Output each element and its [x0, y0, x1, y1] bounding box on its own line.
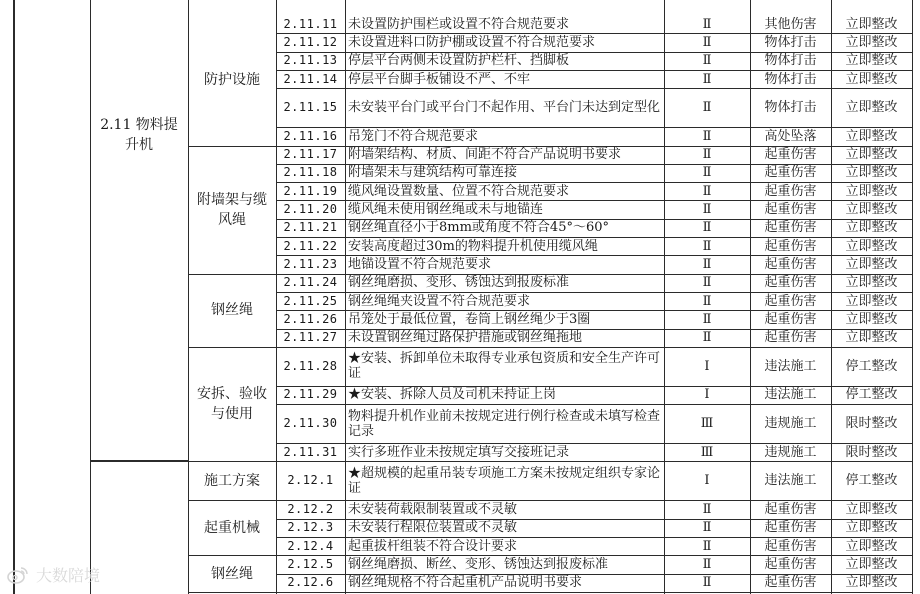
risk-type: 违法施工	[764, 473, 817, 489]
risk-type: 起重伤害	[764, 520, 817, 536]
rectification-action: 立即整改	[845, 293, 898, 309]
hazard-level: Ⅱ	[702, 256, 712, 272]
item-code: 2.12.5	[287, 556, 334, 571]
risk-type: 其他伤害	[764, 16, 817, 32]
item-description: 钢丝绳磨损、断丝、变形、锈蚀达到报废标准	[348, 556, 609, 572]
hazard-level: Ⅱ	[702, 165, 712, 181]
item-code: 2.11.31	[283, 444, 338, 459]
item-code: 2.11.14	[283, 71, 338, 86]
risk-type: 起重伤害	[764, 238, 817, 254]
hazard-level: Ⅱ	[702, 502, 712, 518]
item-code: 2.11.15	[283, 100, 338, 115]
item-description: 未设置防护围栏或设置不符合规范要求	[348, 16, 570, 32]
rectification-action: 立即整改	[845, 238, 898, 254]
grid-line	[750, 0, 751, 594]
rectification-action: 立即整改	[845, 311, 898, 327]
risk-type: 物体打击	[764, 100, 817, 116]
hazard-level: Ⅰ	[704, 387, 710, 403]
rectification-action: 限时整改	[845, 444, 898, 460]
grid-line	[276, 592, 912, 593]
grid-line	[831, 0, 832, 594]
item-code: 2.11.20	[283, 202, 338, 217]
item-code: 2.11.27	[283, 330, 338, 345]
watermark-text: 大数陪境	[36, 566, 101, 585]
rectification-action: 停工整改	[845, 358, 898, 374]
item-code: 2.11.25	[283, 293, 338, 308]
hazard-level: Ⅱ	[702, 100, 712, 116]
item-code: 2.11.30	[283, 416, 338, 431]
group-name: 钢丝绳	[211, 565, 253, 582]
risk-type: 起重伤害	[764, 311, 817, 327]
item-description: 缆风绳未使用钢丝绳或未与地锚连	[348, 202, 544, 218]
hazard-level: Ⅱ	[702, 538, 712, 554]
item-code: 2.12.4	[287, 538, 334, 553]
grid-line	[664, 0, 665, 594]
risk-type: 违法施工	[764, 358, 817, 374]
hazard-level: Ⅱ	[702, 293, 712, 309]
hazard-level: Ⅱ	[702, 34, 712, 50]
item-description: 安装高度超过30m的物料提升机使用缆风绳	[348, 238, 598, 254]
rectification-action: 立即整改	[845, 16, 898, 32]
hazard-level: Ⅲ	[700, 416, 714, 432]
item-description: 缆风绳设置数量、位置不符合规范要求	[348, 183, 570, 199]
item-description: 物料提升机作业前未按规定进行例行检查或未填写检查记录	[348, 408, 661, 439]
risk-type: 起重伤害	[764, 538, 817, 554]
risk-type: 起重伤害	[764, 275, 817, 291]
rectification-action: 立即整改	[845, 575, 898, 591]
grid-line	[276, 0, 277, 594]
hazard-level: Ⅰ	[704, 358, 710, 374]
rectification-action: 立即整改	[845, 502, 898, 518]
item-description: 钢丝绳磨损、变形、锈蚀达到报废标准	[348, 275, 570, 291]
hazard-level: Ⅱ	[702, 71, 712, 87]
section-title	[96, 461, 182, 592]
item-description: 附墙架结构、材质、间距不符合产品说明书要求	[348, 147, 622, 163]
item-code: 2.11.11	[283, 16, 338, 31]
grid-line	[90, 0, 91, 594]
item-code: 2.11.23	[283, 256, 338, 271]
rectification-action: 立即整改	[845, 520, 898, 536]
rectification-action: 立即整改	[845, 147, 898, 163]
hazard-level: Ⅱ	[702, 183, 712, 199]
risk-type: 物体打击	[764, 71, 817, 87]
group-name: 附墙架与缆风绳	[197, 191, 267, 228]
risk-type: 物体打击	[764, 34, 817, 50]
hazard-level: Ⅱ	[702, 53, 712, 69]
rectification-action: 立即整改	[845, 220, 898, 236]
rectification-action: 立即整改	[845, 183, 898, 199]
hazard-level: Ⅱ	[702, 575, 712, 591]
rectification-action: 立即整改	[845, 330, 898, 346]
section-title: 2.11 物料提升机	[100, 117, 178, 153]
item-description: ★安装、拆卸单位未取得专业承包资质和安全生产许可证	[348, 351, 661, 382]
item-code: 2.12.2	[287, 502, 334, 517]
grid-line	[90, 461, 188, 462]
rectification-action: 停工整改	[845, 473, 898, 489]
hazard-level: Ⅱ	[702, 147, 712, 163]
grid-line	[345, 0, 346, 594]
item-code: 2.11.12	[283, 34, 338, 49]
item-code: 2.11.16	[283, 128, 338, 143]
item-code: 2.12.6	[287, 575, 334, 590]
rectification-action: 立即整改	[845, 71, 898, 87]
watermark	[6, 563, 100, 586]
item-code: 2.11.18	[283, 165, 338, 180]
item-code: 2.11.13	[283, 53, 338, 68]
group-name: 防护设施	[204, 72, 260, 89]
item-description: 地锚设置不符合规范要求	[348, 256, 492, 272]
item-description: 钢丝绳直径小于8mm或角度不符合45°～60°	[348, 220, 610, 236]
risk-type: 起重伤害	[764, 575, 817, 591]
item-code: 2.11.24	[283, 275, 338, 290]
hazard-level: Ⅱ	[702, 220, 712, 236]
item-description: 起重拔杆组装不符合设计要求	[348, 538, 518, 554]
rectification-action: 立即整改	[845, 100, 898, 116]
item-description: 未安装荷载限制装置或不灵敏	[348, 502, 518, 518]
risk-type: 起重伤害	[764, 220, 817, 236]
item-code: 2.12.1	[287, 473, 334, 488]
hazard-level: Ⅰ	[704, 473, 710, 489]
risk-type: 起重伤害	[764, 556, 817, 572]
rectification-action: 立即整改	[845, 556, 898, 572]
grid-line	[188, 0, 189, 594]
risk-type: 起重伤害	[764, 293, 817, 309]
group-name: 施工方案	[204, 472, 260, 489]
risk-type: 物体打击	[764, 53, 817, 69]
rectification-action: 立即整改	[845, 128, 898, 144]
item-description: 附墙架未与建筑结构可靠连接	[348, 165, 518, 181]
risk-type: 违规施工	[764, 444, 817, 460]
grid-line	[912, 0, 913, 594]
hazard-level: Ⅱ	[702, 16, 712, 32]
item-description: 未安装平台门或平台门不起作用、平台门未达到定型化	[348, 100, 661, 116]
rectification-action: 立即整改	[845, 165, 898, 181]
hazard-level: Ⅱ	[702, 520, 712, 536]
hazard-level: Ⅲ	[700, 444, 714, 460]
item-description: ★超规模的起重吊装专项施工方案未按规定组织专家论证	[348, 465, 661, 496]
risk-type: 高处坠落	[764, 128, 817, 144]
risk-type: 违法施工	[764, 387, 817, 403]
item-code: 2.11.26	[283, 311, 338, 326]
risk-type: 起重伤害	[764, 147, 817, 163]
risk-type: 起重伤害	[764, 330, 817, 346]
hazard-level: Ⅱ	[702, 202, 712, 218]
item-code: 2.11.17	[283, 147, 338, 162]
hazard-level: Ⅱ	[702, 128, 712, 144]
rectification-action: 立即整改	[845, 34, 898, 50]
item-code: 2.11.28	[283, 358, 338, 373]
item-code: 2.11.19	[283, 183, 338, 198]
risk-type: 起重伤害	[764, 502, 817, 518]
rectification-action: 立即整改	[845, 538, 898, 554]
hazard-level: Ⅱ	[702, 275, 712, 291]
item-description: 实行多班作业未按规定填写交接班记录	[348, 444, 570, 460]
grid-line	[14, 0, 15, 594]
item-description: ★安装、拆除人员及司机未持证上岗	[348, 387, 557, 403]
item-code: 2.12.3	[287, 520, 334, 535]
item-description: 停层平台两侧未设置防护栏杆、挡脚板	[348, 53, 570, 69]
item-description: 钢丝绳规格不符合起重机产品说明书要求	[348, 575, 583, 591]
item-description: 未安装行程限位装置或不灵敏	[348, 520, 518, 536]
group-name: 安拆、验收与使用	[197, 386, 267, 423]
group-name: 钢丝绳	[211, 302, 253, 319]
grid-line	[188, 592, 276, 593]
risk-type: 起重伤害	[764, 165, 817, 181]
item-code: 2.11.21	[283, 220, 338, 235]
risk-type: 起重伤害	[764, 183, 817, 199]
item-description: 停层平台脚手板铺设不严、不牢	[348, 71, 531, 87]
rectification-action: 立即整改	[845, 256, 898, 272]
risk-type: 违规施工	[764, 416, 817, 432]
hazard-level: Ⅱ	[702, 556, 712, 572]
rectification-action: 立即整改	[845, 275, 898, 291]
rectification-action: 限时整改	[845, 416, 898, 432]
rectification-action: 立即整改	[845, 202, 898, 218]
item-code: 2.11.22	[283, 238, 338, 253]
weibo-logo-icon	[6, 565, 30, 585]
risk-type: 起重伤害	[764, 202, 817, 218]
hazard-level: Ⅱ	[702, 330, 712, 346]
item-description: 吊笼处于最低位置，卷筒上钢丝绳少于3圈	[348, 311, 591, 327]
item-description: 未设置进料口防护棚或设置不符合规范要求	[348, 34, 596, 50]
item-code: 2.11.29	[283, 387, 338, 402]
hazard-level: Ⅱ	[702, 311, 712, 327]
item-description: 吊笼门不符合规范要求	[348, 128, 479, 144]
item-description: 未设置钢丝绳过路保护措施或钢丝绳拖地	[348, 330, 583, 346]
group-name: 起重机械	[204, 519, 260, 536]
risk-type: 起重伤害	[764, 256, 817, 272]
rectification-action: 立即整改	[845, 53, 898, 69]
hazard-level: Ⅱ	[702, 238, 712, 254]
grid-line	[90, 460, 188, 461]
item-description: 钢丝绳绳夹设置不符合规范要求	[348, 293, 531, 309]
rectification-action: 停工整改	[845, 387, 898, 403]
